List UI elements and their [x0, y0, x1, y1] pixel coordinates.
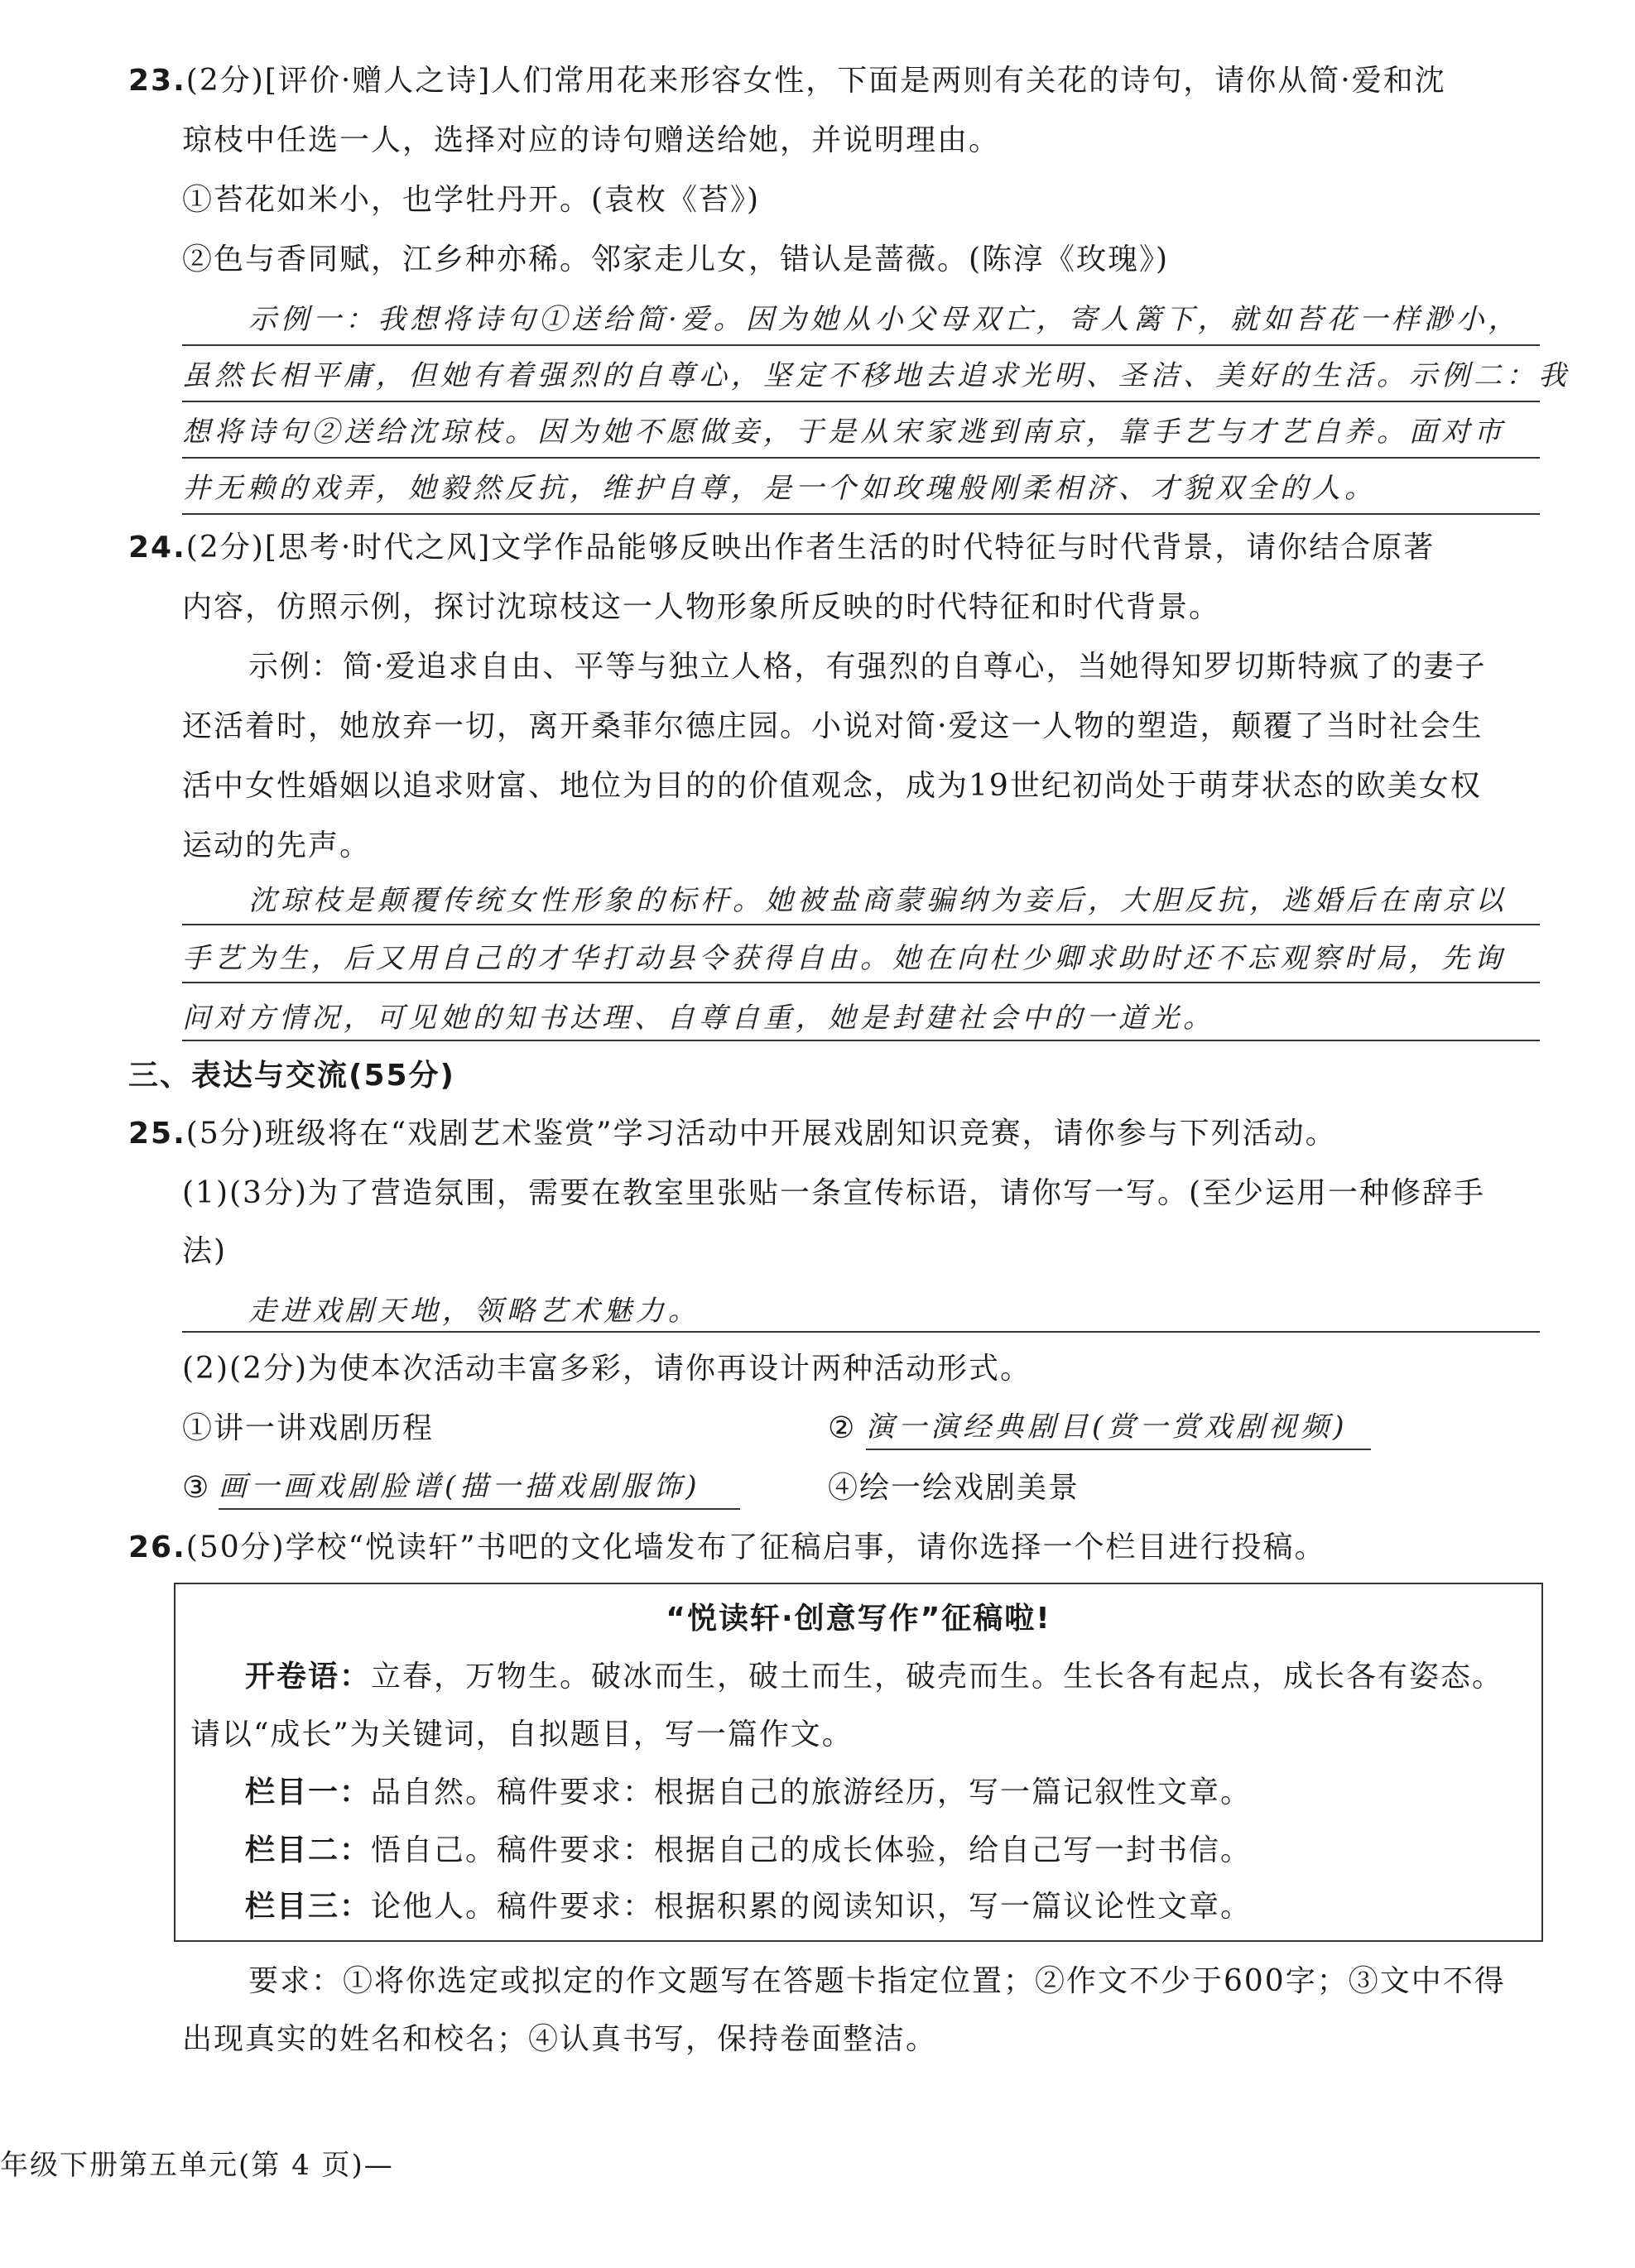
q23-line2: 琼枝中任选一人，选择对应的诗句赠送给她，并说明理由。: [182, 123, 1001, 157]
q26-text: (50分)学校“悦读轩”书吧的文化墙发布了征稿启事，请你选择一个栏目进行投稿。: [185, 1530, 1326, 1564]
box-intro: [245, 1657, 1503, 1697]
q26-line1: [128, 1528, 1326, 1568]
column1-label: 栏目一：: [245, 1775, 372, 1809]
q25-text: (5分)班级将在“戏剧艺术鉴赏”学习活动中开展戏剧知识竞赛，请你参与下列活动。: [185, 1117, 1337, 1151]
q23-answer-line2: 虽然长相平庸，但她有着强烈的自尊心，坚定不移地去追求光明、圣洁、美好的生活。示例二：我: [182, 359, 1570, 392]
q23-answer-line4: 井无赖的戏弄，她毅然反抗，维护自尊，是一个如玫瑰般刚柔相济、才貌双全的人。: [182, 472, 1377, 505]
q25-sub1-answer: 走进戏剧天地，领略艺术魅力。: [248, 1295, 700, 1328]
q25-sub2: (2)(2分)为使本次活动丰富多彩，请你再设计两种活动形式。: [182, 1352, 1031, 1386]
q23-answer-rule3: [182, 457, 1540, 459]
q25-option2-answer: 演一演经典剧目(赏一赏戏剧视频): [866, 1410, 1349, 1444]
box-intro-line2: 请以“成长”为关键词，自拟题目，写一篇作文。: [190, 1718, 854, 1751]
q25-option3-prefix: ③: [182, 1471, 211, 1505]
q24-answer-line3: 问对方情况，可见她的知书达理、自尊自重，她是封建社会中的一道光。: [182, 1002, 1215, 1035]
box-column1: [245, 1773, 1252, 1813]
q24-answer-rule2: [182, 982, 1540, 983]
q24-answer-line1: 沈琼枝是颠覆传统女性形象的标杆。她被盐商蒙骗纳为妾后，大胆反抗，逃婚后在南京以: [248, 884, 1508, 917]
box-column2: [245, 1831, 1252, 1871]
q24-answer-line2: 手艺为生，后又用自己的才华打动县令获得自由。她在向杜少卿求助时还不忘观察时局，先询: [182, 942, 1506, 975]
q24-example-line4: 运动的先声。: [182, 829, 372, 863]
q25-number: 25.: [128, 1117, 186, 1151]
q23-text: (2分)[评价·赠人之诗]人们常用花来形容女性，下面是两则有关花的诗句，请你从简·爱和沈: [185, 64, 1446, 98]
q25-option2-prefix: ②: [828, 1411, 857, 1445]
q24-answer-rule1: [182, 924, 1540, 925]
q25-option1: ①讲一讲戏剧历程: [182, 1411, 435, 1445]
column3-text: 论他人。稿件要求：根据积累的阅读知识，写一篇议论性文章。: [371, 1890, 1253, 1924]
intro-label: 开卷语：: [245, 1660, 372, 1694]
q26-requirements-line1: 要求：①将你选定或拟定的作文题写在答题卡指定位置；②作文不少于600字；③文中不得: [248, 1964, 1506, 1998]
q24-text: (2分)[思考·时代之风]文学作品能够反映出作者生活的时代特征与时代背景，请你结合原著: [185, 531, 1435, 565]
q24-example-line2: 还活着时，她放弃一切，离开桑菲尔德庄园。小说对简·爱这一人物的塑造，颠覆了当时社会生: [182, 709, 1484, 743]
box-title: “悦读轩·创意写作”征稿啦!: [666, 1602, 1051, 1636]
q26-number: 26.: [128, 1530, 186, 1564]
q26-requirements-line2: 出现真实的姓名和校名；④认真书写，保持卷面整洁。: [182, 2022, 938, 2056]
q23-answer-rule2: [182, 401, 1540, 402]
q24-answer-rule3: [182, 1040, 1540, 1041]
intro-text: 立春，万物生。破冰而生，破土而生，破壳而生。生长各有起点，成长各有姿态。: [371, 1660, 1504, 1694]
q23-line1: [128, 61, 1446, 101]
column2-label: 栏目二：: [245, 1833, 372, 1867]
q23-poem1: ①苔花如米小，也学牡丹开。(袁枚《苔》): [182, 183, 761, 217]
page-footer: 年级下册第五单元(第 4 页)—: [0, 2149, 394, 2182]
q25-option3-answer: 画一画戏剧脸谱(描一描戏剧服饰): [219, 1470, 701, 1503]
q25-sub1-rule: [182, 1331, 1540, 1333]
q23-poem2: ②色与香同赋，江乡种亦稀。邻家走儿女，错认是蔷薇。(陈淳《玫瑰》): [182, 243, 1170, 276]
column3-label: 栏目三：: [245, 1890, 372, 1924]
q25-line1: [128, 1114, 1337, 1154]
q23-number: 23.: [128, 64, 186, 98]
q23-answer-line3: 想将诗句②送给沈琼枝。因为她不愿做妾，于是从宋家逃到南京，靠手艺与才艺自养。面对市: [182, 416, 1506, 449]
section3-heading: 三、表达与交流(55分): [128, 1059, 456, 1093]
q25-sub1-line1: (1)(3分)为了营造氛围，需要在教室里张贴一条宣传标语，请你写一写。(至少运用一种修辞手: [182, 1176, 1486, 1210]
q24-number: 24.: [128, 531, 186, 565]
q24-line1: [128, 528, 1435, 568]
column2-text: 悟自己。稿件要求：根据自己的成长体验，给自己写一封书信。: [371, 1833, 1253, 1867]
q24-example-line3: 活中女性婚姻以追求财富、地位为目的的价值观念，成为19世纪初尚处于萌芽状态的欧美女权: [182, 769, 1482, 803]
q24-example-line1: 示例：简·爱追求自由、平等与独立人格，有强烈的自尊心，当她得知罗切斯特疯了的妻子: [248, 650, 1487, 684]
q25-option4: ④绘一绘戏剧美景: [828, 1471, 1080, 1505]
box-column3: [245, 1887, 1252, 1927]
q24-line2: 内容，仿照示例，探讨沈琼枝这一人物形象所反映的时代特征和时代背景。: [182, 590, 1221, 624]
call-for-papers-box: [174, 1583, 1543, 1942]
q25-option2-rule: [866, 1449, 1371, 1450]
q25-sub1-line2: 法): [182, 1234, 228, 1268]
q25-option3-rule: [219, 1508, 740, 1510]
q23-answer-line1: 示例一：我想将诗句①送给简·爱。因为她从小父母双亡，寄人篱下，就如苔花一样渺小，: [248, 303, 1521, 336]
q23-answer-rule1: [182, 344, 1540, 346]
column1-text: 品自然。稿件要求：根据自己的旅游经历，写一篇记叙性文章。: [371, 1775, 1253, 1809]
q23-answer-rule4: [182, 513, 1540, 515]
